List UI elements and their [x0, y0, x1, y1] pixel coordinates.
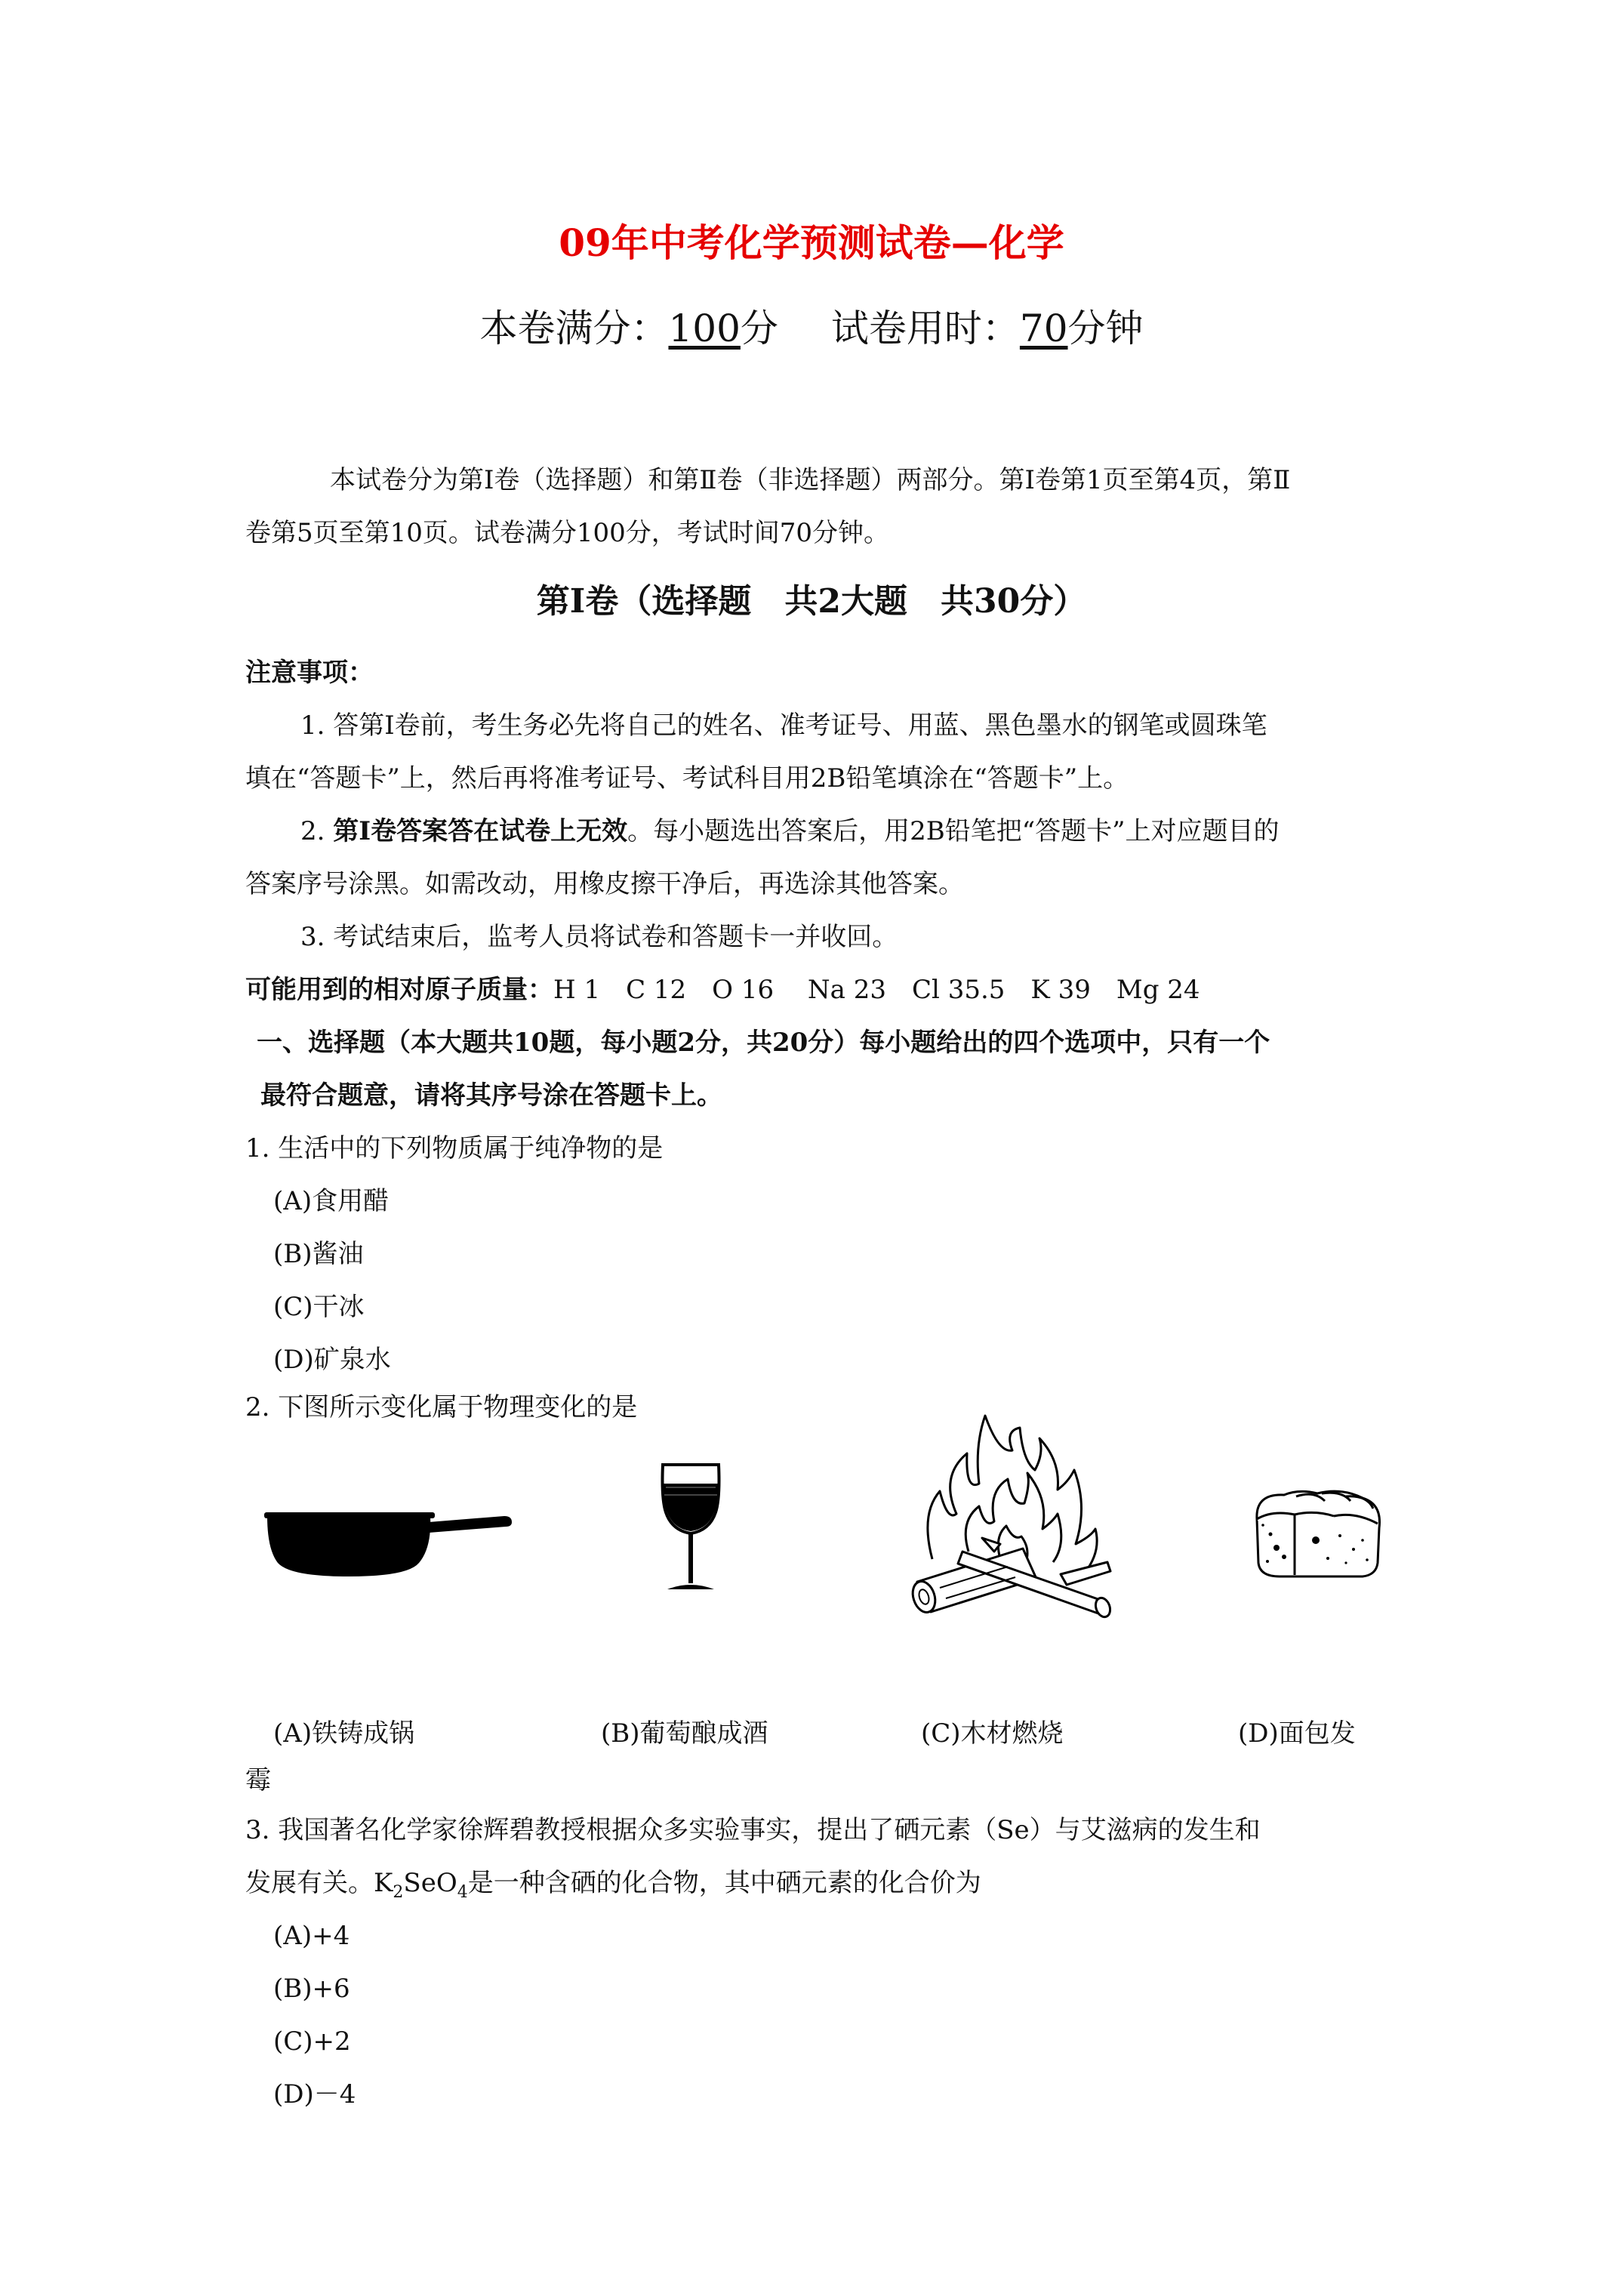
q3-stem-post: 是一种含硒的化合物，其中硒元素的化合价为 [467, 1868, 981, 1898]
burning-wood-icon [910, 1401, 1121, 1620]
atomic-masses-values: H 1 C 12 O 16 Na 23 Cl 35.5 K 39 Mg 24 [553, 975, 1200, 1005]
intro-line-2: 卷第5页至第10页。试卷满分100分，考试时间70分钟。 [245, 518, 890, 548]
time-unit: 分钟 [1067, 307, 1144, 350]
moldy-bread-icon [1249, 1487, 1385, 1582]
q1-option-d: (D)矿泉水 [273, 1345, 391, 1375]
q1-option-c: (C)干冰 [273, 1292, 365, 1322]
section-title: 第Ⅰ卷（选择题 共2大题 共30分） [536, 582, 1087, 621]
q2-caption-d: (D)面包发 [1238, 1718, 1356, 1749]
q3-subscript-1: 2 [393, 1882, 404, 1902]
score-value: 100 [668, 307, 741, 350]
note-3: 3. 考试结束后，监考人员将试卷和答题卡一并收回。 [300, 922, 898, 952]
q3-option-d: (D)－4 [273, 2079, 356, 2110]
q3-stem-pre: 发展有关。K [245, 1868, 393, 1898]
q3-option-a: (A)+4 [273, 1921, 350, 1951]
q1-stem: 1. 生活中的下列物质属于纯净物的是 [245, 1133, 664, 1163]
time-value: 70 [1019, 307, 1068, 350]
score-unit: 分 [740, 307, 778, 350]
note-2-number: 2. [300, 816, 334, 846]
part1-heading-line-1: 一、选择题（本大题共10题，每小题2分，共20分）每小题给出的四个选项中，只有一个 [257, 1028, 1270, 1058]
q2-caption-b: (B)葡萄酿成酒 [601, 1718, 768, 1749]
note-1-line-1: 1. 答第Ⅰ卷前，考生务必先将自己的姓名、准考证号、用蓝、黑色墨水的钢笔或圆珠笔 [300, 710, 1267, 741]
note-2-bold: 第Ⅰ卷答案答在试卷上无效 [333, 816, 628, 846]
score-label: 本卷满分： [479, 307, 669, 350]
q3-stem-line-2 [245, 1856, 981, 1920]
q3-formula-mid: SeO [403, 1868, 457, 1898]
intro-line-1: 本试卷分为第Ⅰ卷（选择题）和第Ⅱ卷（非选择题）两部分。第Ⅰ卷第1页至第4页，第Ⅱ [330, 465, 1291, 495]
notes-heading: 注意事项： [245, 658, 374, 688]
wine-glass-icon [657, 1461, 725, 1597]
note-1-line-2: 填在“答题卡”上，然后再将准考证号、考试科目用2B铅笔填涂在“答题卡”上。 [245, 763, 1129, 794]
exam-title: 09年中考化学预测试卷—化学 [559, 220, 1064, 265]
q3-subscript-2: 4 [457, 1882, 468, 1902]
q1-option-b: (B)酱油 [273, 1239, 364, 1269]
note-2-line-1 [300, 804, 1280, 858]
frying-pan-icon [264, 1502, 513, 1586]
q2-caption-d-wrap: 霉 [245, 1765, 271, 1795]
atomic-masses [245, 963, 1200, 1017]
q2-caption-c: (C)木材燃烧 [921, 1718, 1064, 1749]
note-2-line-2: 答案序号涂黑。如需改动，用橡皮擦干净后，再选涂其他答案。 [245, 869, 964, 899]
q3-option-b: (B)+6 [273, 1974, 350, 2004]
atomic-masses-label: 可能用到的相对原子质量： [245, 975, 553, 1005]
q2-caption-a: (A)铁铸成锅 [273, 1718, 415, 1749]
q2-stem: 2. 下图所示变化属于物理变化的是 [245, 1392, 638, 1422]
q1-option-a: (A)食用醋 [273, 1186, 390, 1216]
q3-stem-line-1: 3. 我国著名化学家徐辉碧教授根据众多实验事实，提出了硒元素（Se）与艾滋病的发生和 [245, 1815, 1261, 1845]
note-2-rest: 。每小题选出答案后，用2B铅笔把“答题卡”上对应题目的 [627, 816, 1280, 846]
exam-meta [0, 298, 1623, 353]
time-label: 试卷用时： [830, 307, 1020, 350]
q3-option-c: (C)+2 [273, 2026, 351, 2057]
part1-heading-line-2: 最符合题意，请将其序号涂在答题卡上。 [260, 1080, 722, 1111]
